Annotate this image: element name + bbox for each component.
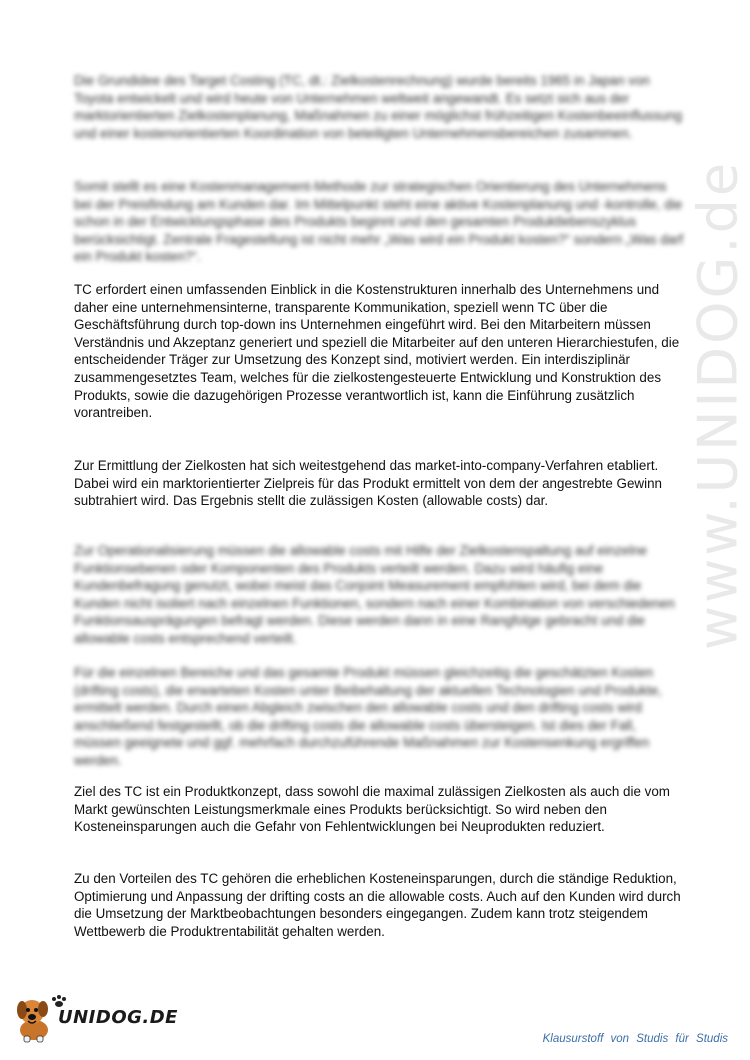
paragraph-2-blurred: Somit stellt es eine Kostenmanagement-Methode zur strategischen Orientierung des Unternehmens bei der Preisfindung am Kunden dar. Im Mittelpunkt steht eine aktive Kostenplanung und -kontrolle, die schon in der Entwicklungsphase des Produkts beginnt und den gesamten Produktlebenszyklus berücksichtigt. Zentrale Fragestellung ist nicht mehr „Was wird ein Produkt kosten?“ sondern „Was darf ein Produkt kosten?“. [74, 179, 684, 265]
paragraph-8: Zu den Vorteilen des TC gehören die erheblichen Kosteneinsparungen, durch die ständige Reduktion, Optimierung und Anpassung der drifting costs an die allowable costs. Auch auf den Kunden wird durch die Umsetzung der Marktbeobachtungen besonders eingegangen. Zudem kann trotz steigendem Wettbewerb die Produktrentabilität gehalten werden. [74, 871, 681, 939]
logo-text: UNIDOG.DE [58, 1007, 178, 1028]
paragraph-1-blurred: Die Grundidee des Target Costing (TC, dt.: Zielkostenrechnung) wurde bereits 1965 in Japan von Toyota entwickelt und wird heute von Unternehmen weltweit angewandt. Es setzt sich aus der marktorientierten Zielkostenplanung, Maßnahmen zu einer möglichst frühzeitigen Kostenbeeinflussung und einer kostenorientierten Koordination von beteiligten Unternehmensbereichen zusammen. [74, 73, 683, 141]
watermark: www.UNIDOG.de [686, 159, 750, 651]
footer-tagline: Klausurstoff von Studis für Studis [542, 1033, 728, 1045]
paragraph-6-blurred: Für die einzelnen Bereiche und das gesamte Produkt müssen gleichzeitig die geschätzten Kosten (drifting costs), die erwarteten Kosten unter Beibehaltung der aktuellen Technologien und Produkte, ermittelt werden. Durch einen Abgleich zwischen den allowable costs und den drifting costs wird anschließend festgestellt, ob die drifting costs die allowable costs übersteigen. Ist dies der Fall, müssen geeignete und ggf. mehrfach durchzuführende Maßnahmen zur Kostensenkung ergriffen werden. [74, 665, 662, 768]
paragraph-3: TC erfordert einen umfassenden Einblick in die Kostenstrukturen innerhalb des Unternehmens und daher eine unternehmensinterne, transparente Kommunikation, speziell wenn TC über die Geschäftsführung durch top-down ins Unternehmen eingeführt wird. Bei den Mitarbeitern müssen Verständnis und Akzeptanz generiert und speziell die Mitarbeiter auf den unteren Hierarchiestufen, die entscheidender Träger zur Umsetzung des Konzept sind, motiviert werden. Ein interdisziplinär zusammengesetztes Team, welches für die zielkostengesteuerte Entwicklung und Konstruktion des Produkts, sowie die dazugehörigen Prozesse verantwortlich ist, kann die Einführung zusätzlich vorantreiben. [74, 282, 680, 421]
unidog-logo[interactable] [10, 990, 178, 1046]
paragraph-5-blurred: Zur Operationalisierung müssen die allowable costs mit Hilfe der Zielkostenspaltung auf einzelne Funktionsebenen oder Komponenten des Produkts verteilt werden. Dazu wird häufig eine Kundenbefragung genutzt, wobei meist das Conjoint Measurement empfohlen wird, bei dem die Kunden nicht isoliert nach einzelnen Funktionen, sondern nach einer Kombination von verschiedenen Funktionsausprägungen befragt werden. Diese werden dann in eine Rangfolge gebracht und die allowable costs entsprechend verteilt. [74, 543, 675, 646]
paragraph-7: Ziel des TC ist ein Produktkonzept, dass sowohl die maximal zulässigen Zielkosten als auch die vom Markt gewünschten Leistungsmerkmale eines Produkts berücksichtigt. So wird neben den Kosteneinsparungen auch die Gefahr von Fehlentwicklungen bei Neuprodukten reduziert. [74, 784, 670, 835]
paragraph-4: Zur Ermittlung der Zielkosten hat sich weitestgehend das market-into-company-Verfahren etabliert. Dabei wird ein marktorientierter Zielpreis für das Produkt ermittelt von dem der angestrebte Gewinn subtrahiert wird. Das Ergebnis stellt die zulässigen Kosten (allowable costs) dar. [74, 458, 662, 509]
